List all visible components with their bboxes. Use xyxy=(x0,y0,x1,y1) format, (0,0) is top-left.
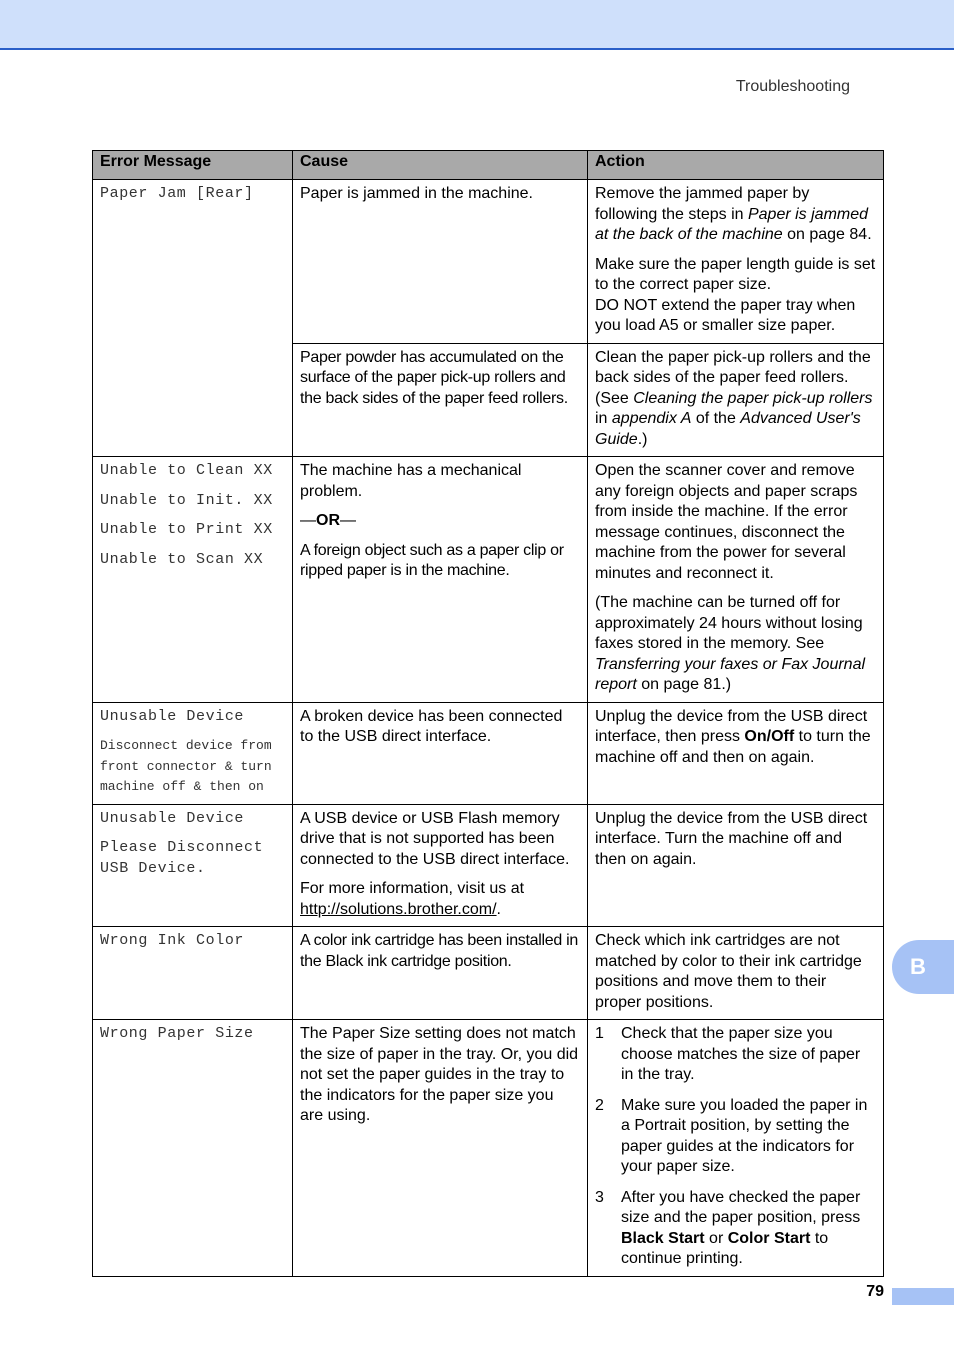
error-detail-line: USB Device. xyxy=(100,859,206,877)
error-message: Unable to Init. XX xyxy=(100,491,273,509)
table-row xyxy=(93,1020,884,1277)
step-number: 1 xyxy=(595,1025,604,1042)
error-message-cell xyxy=(93,1020,293,1277)
action-text: Check which ink cartridges are not matched by color to their ink cartridge positions and move them to their proper positions. xyxy=(595,932,862,1011)
error-message: Wrong Ink Color xyxy=(100,932,245,949)
action-cell xyxy=(588,343,884,457)
top-header-bar xyxy=(0,0,954,50)
error-detail-line: front connector & turn xyxy=(100,758,272,774)
running-head: Troubleshooting xyxy=(735,78,850,95)
cause-cell xyxy=(293,343,588,457)
action-text-part: Make sure the paper length guide is set to the correct paper size. xyxy=(595,255,876,293)
error-message-cell xyxy=(93,804,293,927)
cross-reference: Cleaning the paper pick-up rollers xyxy=(633,389,873,407)
or-label: OR xyxy=(316,512,340,529)
error-message: Unusable Device xyxy=(100,707,245,725)
cause-text: A broken device has been connected to the USB direct interface. xyxy=(300,707,563,745)
cause-text: Paper powder has accumulated on the surface of the paper pick-up rollers and the back sides of the paper feed rollers. xyxy=(300,348,568,407)
column-header-error-message: Error Message xyxy=(93,151,293,180)
step-text: Check that the paper size you choose matches the size of paper in the tray. xyxy=(621,1025,861,1083)
action-text xyxy=(595,593,876,696)
error-detail-line: machine off & then on xyxy=(100,779,264,794)
action-text: Open the scanner cover and remove any foreign objects and paper scraps from inside the machine. If the error message continues, disconnect the machine from the power for several minutes and reconnect it. xyxy=(595,462,858,582)
action-cell xyxy=(588,180,884,344)
or-dash: — xyxy=(340,512,356,529)
step-number: 2 xyxy=(595,1096,604,1114)
action-text: Unplug the device from the USB direct interface. Turn the machine off and then on again. xyxy=(595,809,868,868)
action-text xyxy=(595,707,876,769)
cause-cell xyxy=(293,702,588,804)
error-message-cell xyxy=(93,702,293,804)
action-text-part: DO NOT extend the paper tray when you load A5 or smaller size paper. xyxy=(595,296,856,334)
action-text-part: Remove the jammed paper by following the steps in xyxy=(595,185,810,223)
cause-cell xyxy=(293,804,588,927)
column-header-cause: Cause xyxy=(293,151,588,180)
error-message-cell xyxy=(93,180,293,457)
cause-text: The Paper Size setting does not match the size of paper in the tray. Or, you did not set the paper guides in the tray to the indicators for the paper size you are using. xyxy=(300,1025,579,1124)
action-text-part: to turn the machine off and then on again. xyxy=(595,728,871,766)
action-step xyxy=(595,1096,876,1178)
error-message: Unable to Print XX xyxy=(100,521,273,538)
key-name: Black Start xyxy=(621,1229,705,1247)
error-message: Unable to Clean XX xyxy=(100,462,273,479)
step-text-part: After you have checked the paper size and the paper position, press xyxy=(621,1188,861,1226)
cause-text-part: For more information, visit us at xyxy=(300,880,525,897)
error-detail xyxy=(100,838,285,879)
action-step xyxy=(595,1024,876,1086)
error-message: Wrong Paper Size xyxy=(100,1025,254,1042)
step-text xyxy=(621,1188,876,1270)
cross-reference: Transferring your faxes or Fax Journal report xyxy=(595,655,866,693)
error-message-cell xyxy=(93,927,293,1020)
key-name: Color Start xyxy=(727,1229,811,1247)
cause-text: The machine has a mechanical problem. xyxy=(300,462,522,500)
action-text xyxy=(595,348,876,451)
action-cell xyxy=(588,457,884,703)
error-detail xyxy=(100,736,285,798)
action-text xyxy=(595,255,876,337)
cross-reference: Advanced User's Guide xyxy=(595,410,861,448)
error-message-table xyxy=(92,150,884,1277)
cause-text: Paper is jammed in the machine. xyxy=(300,185,533,202)
table-row xyxy=(93,180,884,344)
or-dash: — xyxy=(300,512,316,529)
action-text-part: of the xyxy=(691,410,741,427)
action-cell xyxy=(588,927,884,1020)
action-text-part: .) xyxy=(637,430,648,448)
cross-reference: appendix A xyxy=(611,410,692,427)
action-cell xyxy=(588,1020,884,1277)
step-text: Make sure you loaded the paper in a Portrait position, by setting the paper guides at the indicators for your paper size. xyxy=(621,1096,868,1175)
action-text-part: (The machine can be turned off for approximately 24 hours without losing faxes stored in the memory. See xyxy=(595,594,863,652)
cause-cell xyxy=(293,180,588,344)
column-header-action: Action xyxy=(588,151,884,180)
table-row xyxy=(93,927,884,1020)
action-text-part: on page 81.) xyxy=(636,676,732,693)
error-message-cell xyxy=(93,457,293,703)
error-message: Unable to Scan XX xyxy=(100,550,264,568)
error-detail-line: Please Disconnect xyxy=(100,839,264,856)
table-row xyxy=(93,702,884,804)
table-row xyxy=(93,804,884,927)
cause-text: A USB device or USB Flash memory drive that is not supported has been connected to the USB direct interface. xyxy=(300,809,570,868)
action-text-part: Clean the paper pick-up rollers and the back sides of the paper feed rollers. (See xyxy=(595,348,871,407)
cross-reference: Paper is jammed at the back of the machine xyxy=(595,205,869,243)
action-cell xyxy=(588,804,884,927)
action-cell xyxy=(588,702,884,804)
error-message: Paper Jam [Rear] xyxy=(100,185,254,202)
page-number-bar xyxy=(892,1288,954,1305)
action-step xyxy=(595,1188,876,1270)
error-message: Unusable Device xyxy=(100,809,245,827)
cause-text: A foreign object such as a paper clip or ripped paper is in the machine. xyxy=(300,541,564,579)
support-link[interactable]: http://solutions.brother.com/ xyxy=(300,900,497,918)
cause-text: A color ink cartridge has been installed in the Black ink cartridge position. xyxy=(300,932,578,970)
table-header-row xyxy=(93,151,884,180)
action-text xyxy=(595,184,876,246)
action-text-part: on page 84. xyxy=(782,226,872,243)
cause-cell xyxy=(293,927,588,1020)
cause-cell xyxy=(293,1020,588,1277)
page-number: 79 xyxy=(866,1283,884,1300)
step-number: 3 xyxy=(595,1188,604,1206)
table-row xyxy=(93,457,884,703)
step-text-part: to continue printing. xyxy=(621,1229,829,1267)
action-text-part: Unplug the device from the USB direct interface, then press xyxy=(595,707,868,745)
cause-text-part: . xyxy=(496,900,501,918)
or-separator xyxy=(300,511,580,532)
action-text-part: in xyxy=(595,410,612,427)
appendix-tab: B xyxy=(892,940,954,994)
cause-text xyxy=(300,879,580,920)
step-text-part: or xyxy=(704,1229,728,1247)
cause-cell xyxy=(293,457,588,703)
error-detail-line: Disconnect device from xyxy=(100,738,272,753)
key-name: On/Off xyxy=(744,728,795,745)
